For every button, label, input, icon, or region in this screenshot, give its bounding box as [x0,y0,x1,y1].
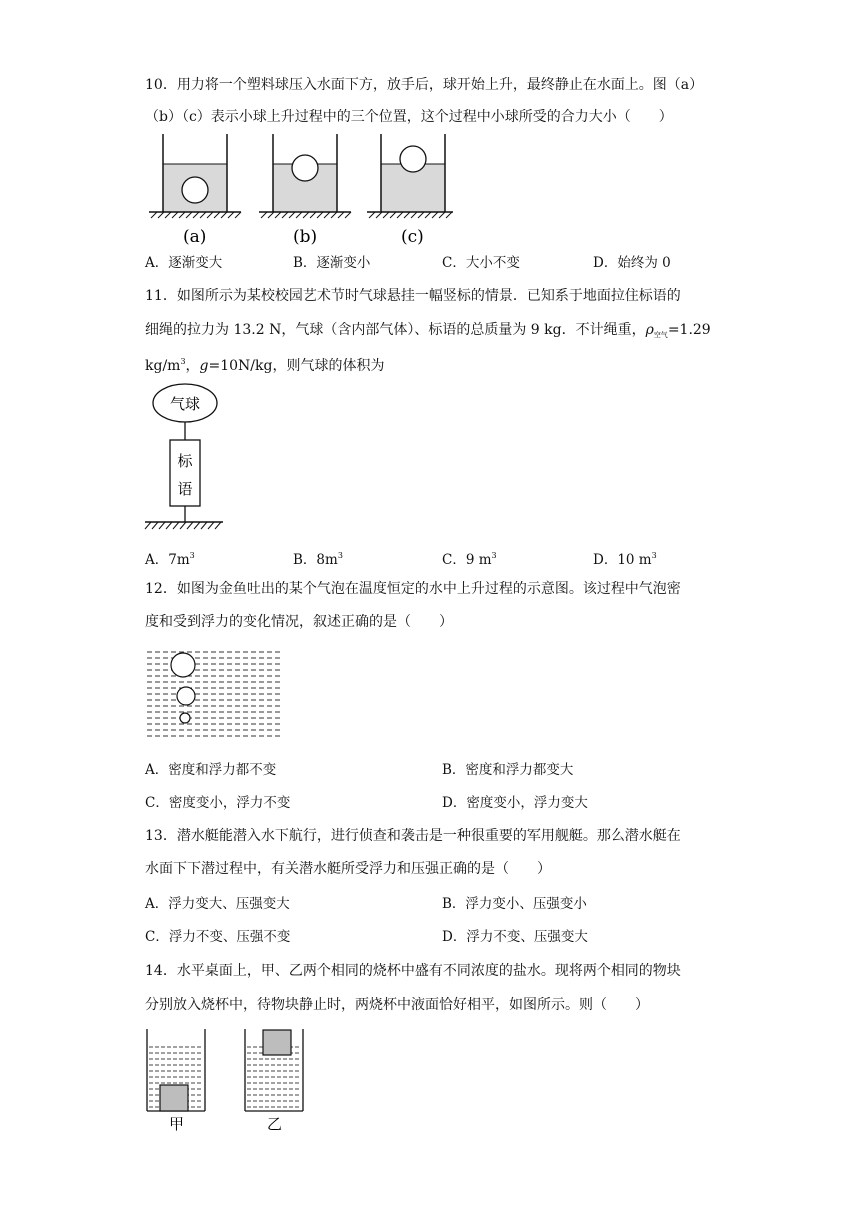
balloon-label: 气球 [169,395,201,413]
g-symbol: g [199,358,209,374]
comma: ， [185,358,200,374]
q12-line-2: 度和受到浮力的变化情况，叙述正确的是（ ） [145,614,453,630]
block-jia [160,1085,188,1111]
q11-option-d-exp: 3 [651,551,657,560]
banner-char-1: 标 [177,452,193,470]
q10-option-c[interactable]: C．大小不变 [442,255,520,271]
q13-option-d[interactable]: D．浮力不变、压强变大 [442,929,588,945]
q14-line-2: 分别放入烧杯中，待物块静止时，两烧杯中液面恰好相平，如图所示。则（ ） [145,997,649,1013]
beaker-jia [147,1029,205,1133]
q11-option-d[interactable] [593,546,657,570]
q11-option-c[interactable] [442,546,497,570]
fig-label-c: (c) [401,227,424,247]
q10-option-d[interactable]: D．始终为 0 [593,255,671,271]
ball-a [182,177,208,203]
q11-option-a-text: A．7m [145,552,190,568]
q11-option-b-exp: 3 [337,551,343,560]
q12-option-d[interactable]: D．密度变小，浮力变大 [442,795,588,811]
density-unit-exp: 3 [180,357,186,366]
q13-option-a[interactable]: A．浮力变大、压强变大 [145,896,290,912]
bubble-medium [177,687,195,705]
q13-option-c[interactable]: C．浮力不变、压强不变 [145,929,291,945]
water-lines [147,652,281,736]
q11-line-3-text: =10N/kg，则气球的体积为 [208,358,385,374]
bubble-large [171,653,195,677]
q12-line-1: 12．如图为金鱼吐出的某个气泡在温度恒定的水中上升过程的示意图。该过程中气泡密 [145,581,681,597]
q11-line-3 [145,352,384,376]
q11-line-2 [145,320,711,345]
label-yi: 乙 [267,1115,283,1133]
block-yi [263,1030,291,1055]
label-jia: 甲 [169,1115,185,1133]
q10-line-2: （b）（c）表示小球上升过程中的三个位置，这个过程中小球所受的合力大小（ ） [145,109,673,125]
q11-option-b-text: B．8m [293,552,338,568]
q11-option-d-text: D．10 m [593,552,652,568]
rho-subscript: 空气 [653,331,668,339]
rho-value: =1.29 [667,322,711,338]
q12-option-c[interactable]: C．密度变小，浮力不变 [145,795,291,811]
ball-c [400,146,426,172]
q11-line-2-text: 细绳的拉力为 13.2 N，气球（含内部气体）、标语的总质量为 9 kg．不计绳重， [145,322,646,338]
beaker-a [149,134,241,247]
q10-option-a[interactable]: A．逐渐变大 [145,255,223,271]
q11-option-a[interactable] [145,546,195,570]
q10-line-1: 10．用力将一个塑料球压入水面下方，放手后，球开始上升，最终静止在水面上。图（a） [145,77,704,93]
fig-label-b: (b) [293,227,318,247]
fig-label-a: (a) [183,227,207,247]
q12-option-b[interactable]: B．密度和浮力都变大 [442,762,574,778]
banner-char-2: 语 [177,480,193,498]
q13-option-b[interactable]: B．浮力变小、压强变小 [442,896,587,912]
q10-figure [145,134,455,249]
q12-figure [145,648,285,744]
q14-line-1: 14．水平桌面上，甲、乙两个相同的烧杯中盛有不同浓度的盐水。现将两个相同的物块 [145,963,681,979]
ball-b [292,155,318,181]
rho-symbol: ρ [645,322,654,338]
q11-line-1: 11．如图所示为某校校园艺术节时气球悬挂一幅竖标的情景．已知系于地面拉住标语的 [145,288,681,304]
q12-option-a[interactable]: A．密度和浮力都不变 [145,762,277,778]
beaker-yi [245,1029,303,1133]
q13-line-1: 13．潜水艇能潜入水下航行，进行侦查和袭击是一种很重要的军用舰艇。那么潜水艇在 [145,828,681,844]
q11-option-c-exp: 3 [491,551,497,560]
density-unit: kg/m [145,358,181,374]
q11-figure [143,382,233,540]
q14-figure [145,1025,320,1135]
q11-option-a-exp: 3 [189,551,195,560]
q13-line-2: 水面下下潜过程中，有关潜水艇所受浮力和压强正确的是（ ） [145,861,551,877]
q11-option-c-text: C．9 m [442,552,492,568]
q11-option-b[interactable] [293,546,343,570]
beaker-c [367,134,453,247]
q10-option-b[interactable]: B．逐渐变小 [293,255,371,271]
bubble-small [180,713,190,723]
beaker-b [259,134,351,247]
